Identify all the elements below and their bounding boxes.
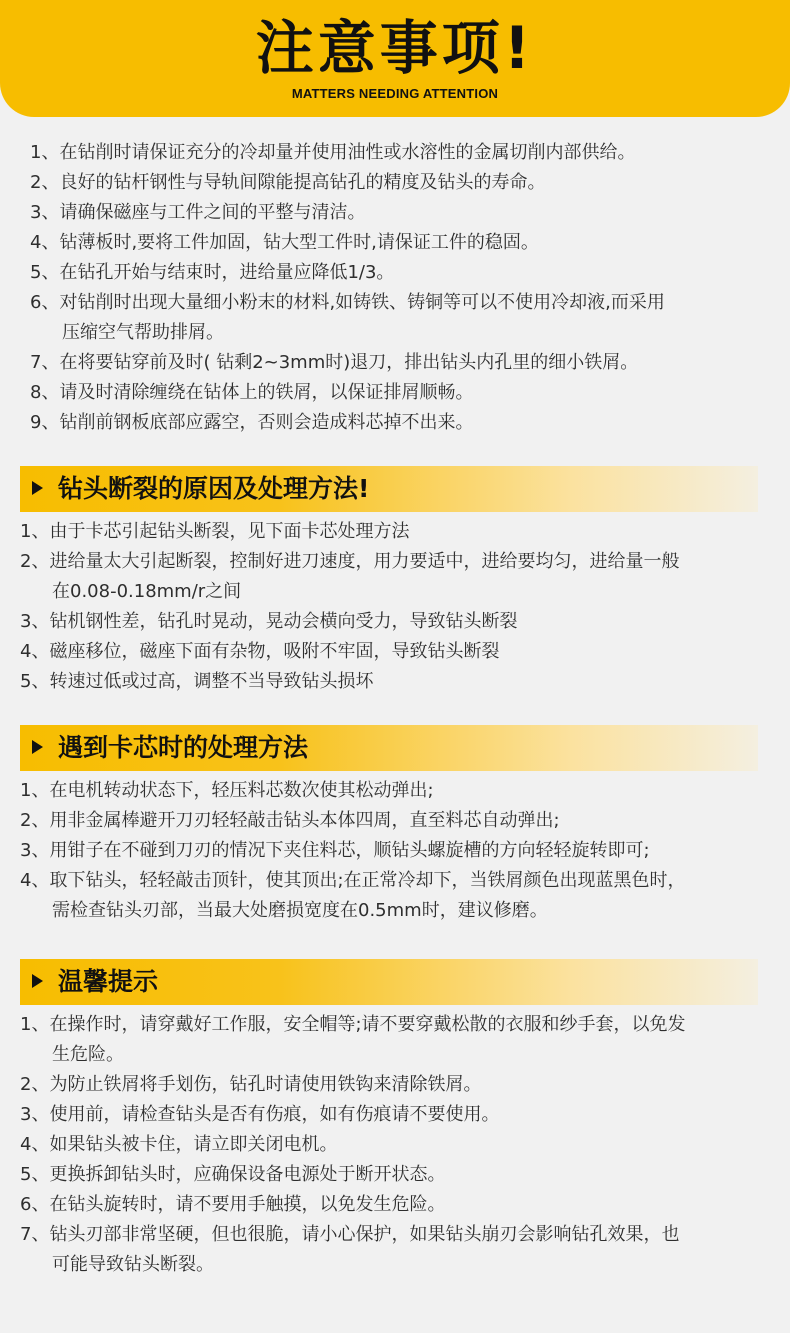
section-title: 遇到卡芯时的处理方法 xyxy=(58,733,309,762)
list-item: 8、请及时清除缠绕在钻体上的铁屑，以保证排屑顺畅。 xyxy=(30,382,474,403)
list-item: 2、为防止铁屑将手划伤，钻孔时请使用铁钩来清除铁屑。 xyxy=(20,1074,482,1095)
list-item: 7、钻头刃部非常坚硬，但也很脆，请小心保护，如果钻头崩刃会影响钻孔效果，也 可能导致钻头断裂。 xyxy=(20,1224,680,1275)
section-list-tips xyxy=(20,1010,686,1280)
list-item: 1、在电机转动状态下，轻压料芯数次使其松动弹出; xyxy=(20,780,434,801)
list-item: 3、钻机钢性差，钻孔时晃动，晃动会横向受力，导致钻头断裂 xyxy=(20,611,518,632)
section-header-drill-breakage xyxy=(20,466,758,512)
list-item: 6、对钻削时出现大量细小粉末的材料,如铸铁、铸铜等可以不使用冷却液,而采用 压缩空气帮助排屑。 xyxy=(30,292,665,343)
list-item: 2、用非金属棒避开刀刃轻轻敲击钻头本体四周，直至料芯自动弹出; xyxy=(20,810,560,831)
section-list-stuck-core xyxy=(20,776,686,926)
list-item: 4、磁座移位，磁座下面有杂物，吸附不牢固，导致钻头断裂 xyxy=(20,641,500,662)
list-item: 5、转速过低或过高，调整不当导致钻头损坏 xyxy=(20,671,374,692)
section-title: 温馨提示 xyxy=(58,967,159,996)
list-item: 2、进给量太大引起断裂，控制好进刀速度，用力要适中，进给要均匀，进给量一般 在0.08-0.18mm/r之间 xyxy=(20,551,680,602)
list-item: 6、在钻头旋转时，请不要用手触摸，以免发生危险。 xyxy=(20,1194,446,1215)
triangle-right-icon xyxy=(32,974,43,988)
list-item: 5、更换拆卸钻头时，应确保设备电源处于断开状态。 xyxy=(20,1164,446,1185)
list-item: 3、用钳子在不碰到刀刃的情况下夹住料芯，顺钻头螺旋槽的方向轻轻旋转即可; xyxy=(20,840,650,861)
page-title: 注意事项! xyxy=(255,14,535,82)
triangle-right-icon xyxy=(32,740,43,754)
list-item: 3、请确保磁座与工件之间的平整与清洁。 xyxy=(30,202,366,223)
list-item: 7、在将要钻穿前及时( 钻剩2~3mm时)退刀，排出钻头内孔里的细小铁屑。 xyxy=(30,352,639,373)
section-header-tips xyxy=(20,959,758,1005)
notes-list xyxy=(30,138,665,438)
list-item: 5、在钻孔开始与结束时，进给量应降低1/3。 xyxy=(30,262,395,283)
list-item: 2、良好的钻杆钢性与导轨间隙能提高钻孔的精度及钻头的寿命。 xyxy=(30,172,546,193)
list-item: 4、取下钻头，轻轻敲击顶针，使其顶出;在正常冷却下，当铁屑颜色出现蓝黑色时， 需检查钻头刃部，当最大处磨损宽度在0.5mm时，建议修磨。 xyxy=(20,870,686,921)
list-item: 9、钻削前钢板底部应露空，否则会造成料芯掉不出来。 xyxy=(30,412,474,433)
list-item: 4、如果钻头被卡住，请立即关闭电机。 xyxy=(20,1134,338,1155)
page-subtitle: MATTERS NEEDING ATTENTION xyxy=(291,86,499,101)
section-title: 钻头断裂的原因及处理方法! xyxy=(58,474,370,503)
triangle-right-icon xyxy=(32,481,43,495)
list-item: 4、钻薄板时,要将工件加固，钻大型工件时,请保证工件的稳固。 xyxy=(30,232,539,253)
list-item: 3、使用前，请检查钻头是否有伤痕，如有伤痕请不要使用。 xyxy=(20,1104,500,1125)
section-list-drill-breakage xyxy=(20,517,679,697)
header-banner xyxy=(0,0,790,117)
list-item: 1、在操作时，请穿戴好工作服，安全帽等;请不要穿戴松散的衣服和纱手套，以免发 生危险。 xyxy=(20,1014,686,1065)
section-header-stuck-core xyxy=(20,725,758,771)
list-item: 1、在钻削时请保证充分的冷却量并使用油性或水溶性的金属切削内部供给。 xyxy=(30,142,636,163)
list-item: 1、由于卡芯引起钻头断裂，见下面卡芯处理方法 xyxy=(20,521,410,542)
